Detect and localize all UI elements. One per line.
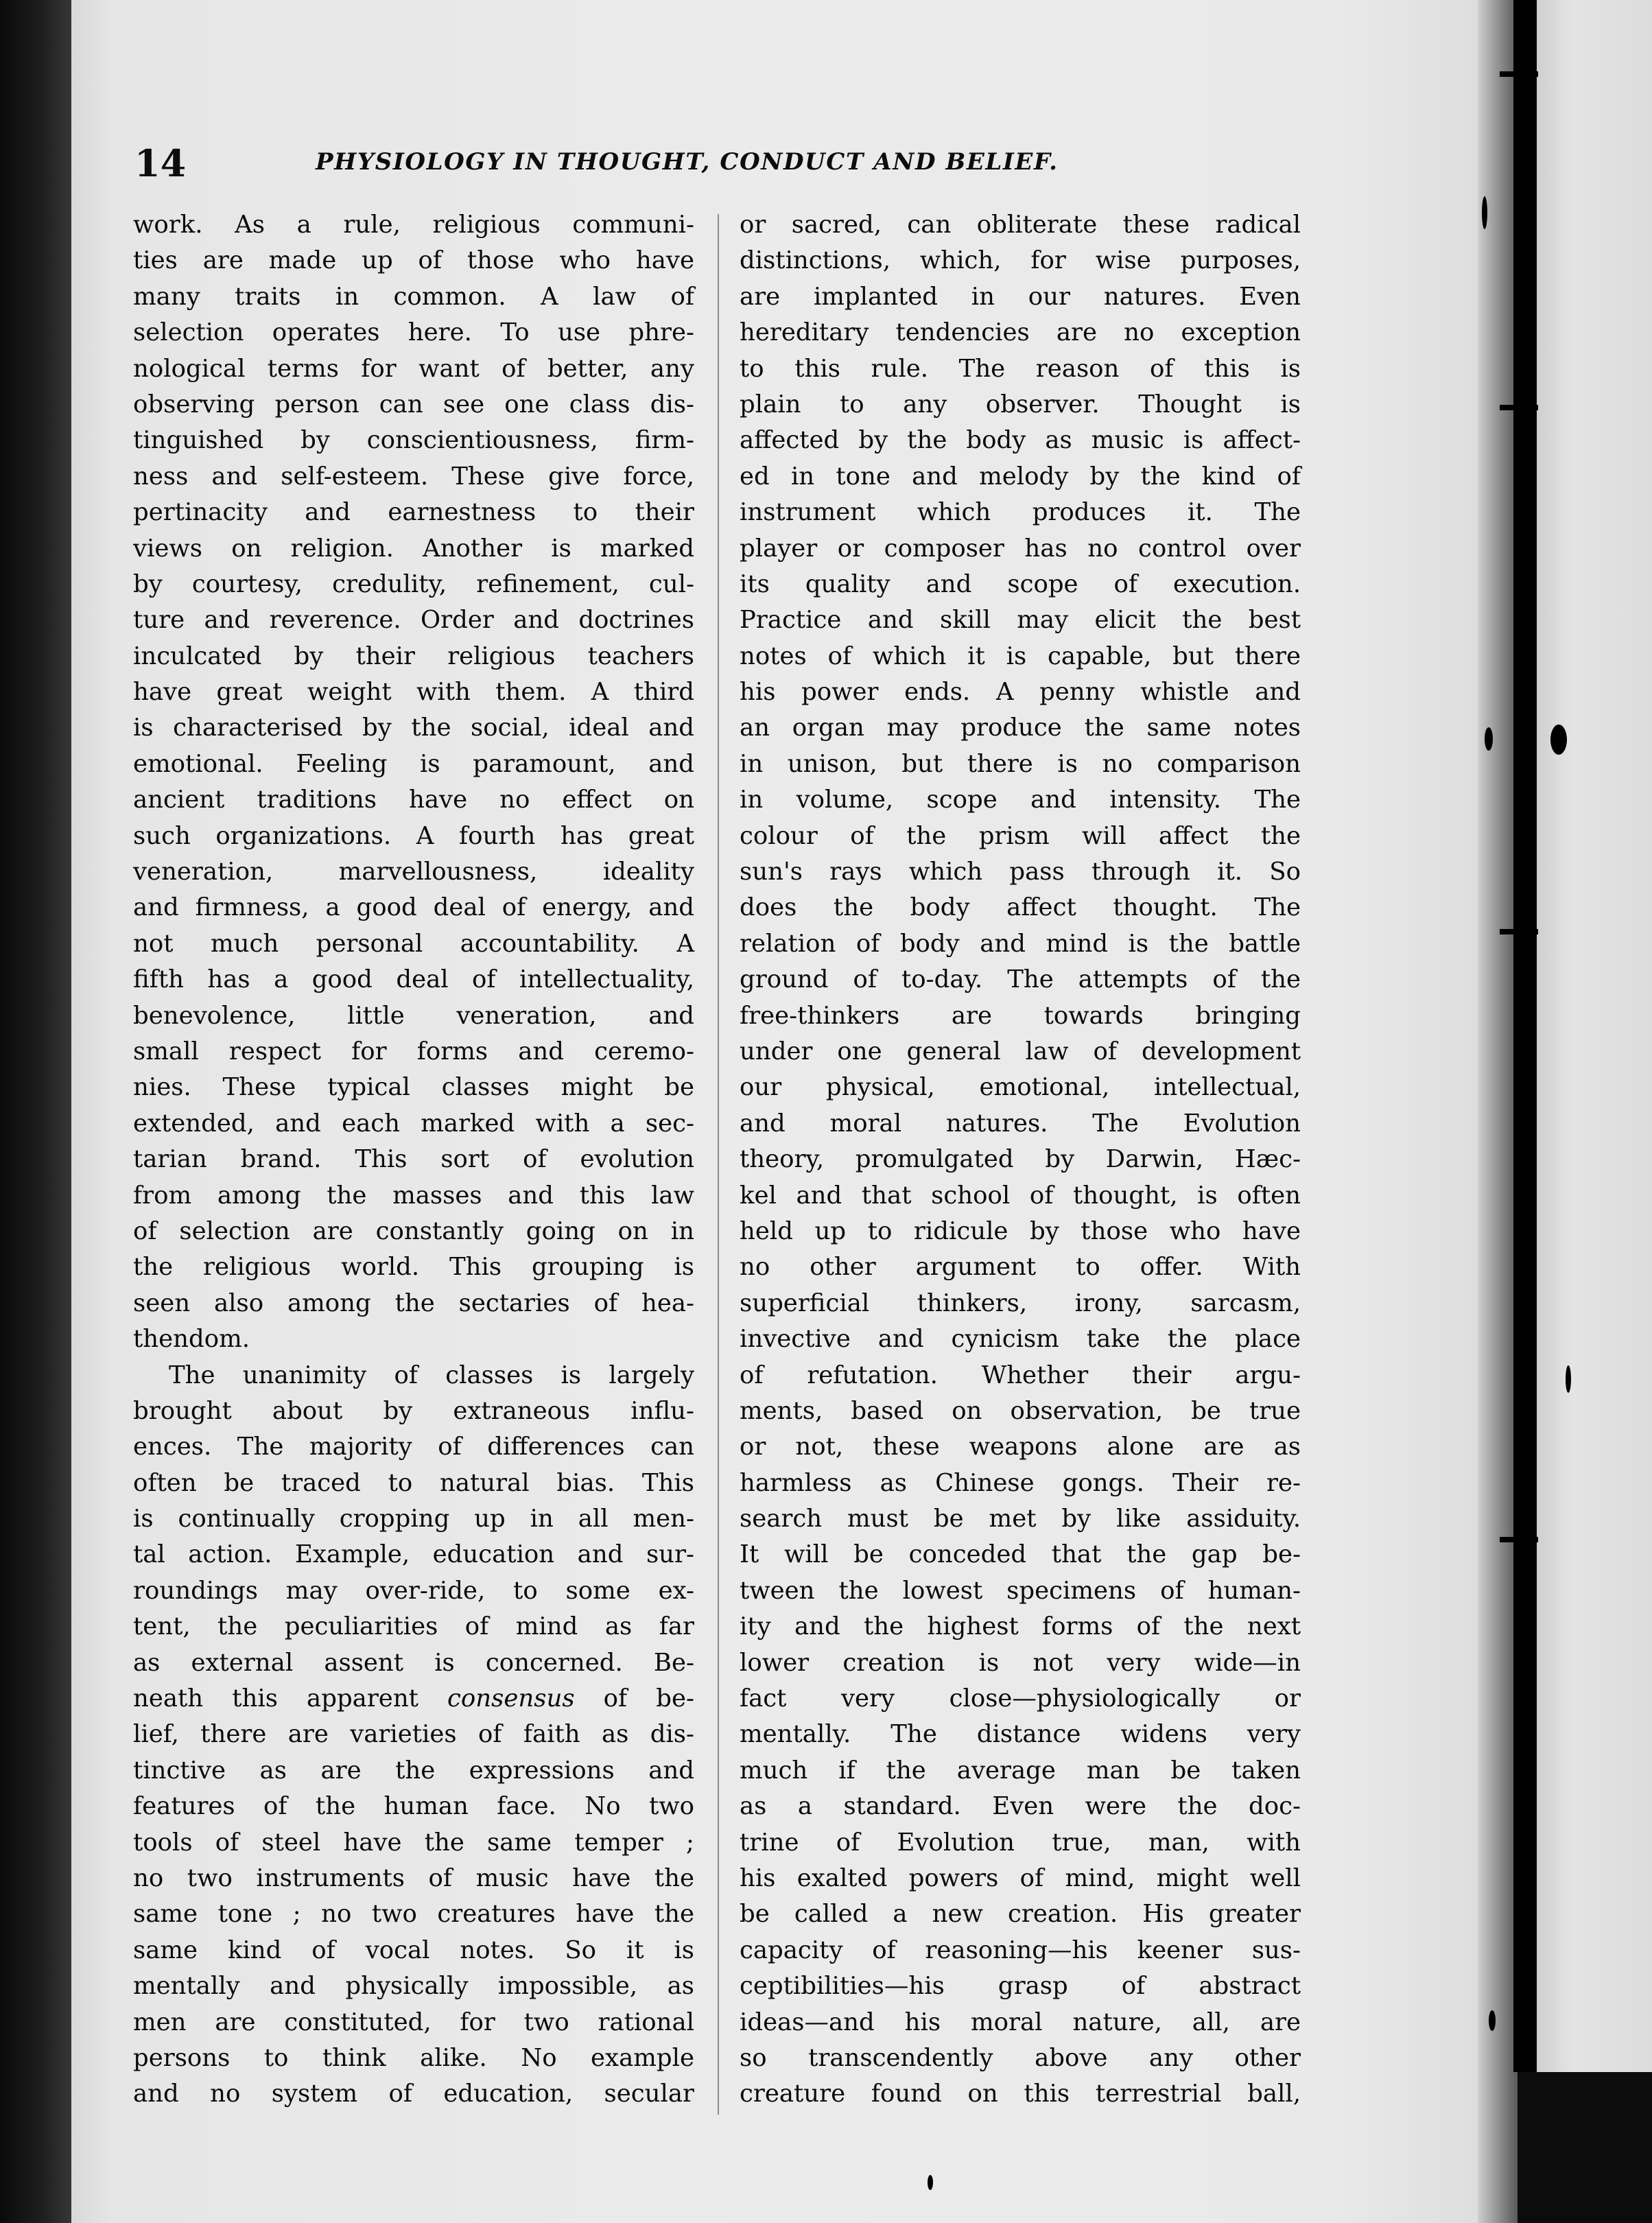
text-line: player or composer has no control over (740, 534, 1301, 563)
running-head: PHYSIOLOGY IN THOUGHT, CONDUCT AND BELIEF. (316, 148, 1059, 176)
text-line: an organ may produce the same notes (740, 714, 1301, 742)
binding-stitch (1500, 929, 1538, 934)
text-line: tal action. Example, education and sur- (133, 1540, 694, 1569)
text-line: small respect for forms and ceremo- (133, 1037, 694, 1066)
text-line: search must be met by like assiduity. (740, 1505, 1301, 1533)
text-line: selection operates here. To use phre- (133, 318, 694, 347)
text-line: the religious world. This grouping is (133, 1253, 694, 1282)
text-line: to this rule. The reason of this is (740, 354, 1301, 383)
text-line: pertinacity and earnestness to their (133, 498, 694, 527)
text-segment: neath this apparent (133, 1684, 448, 1713)
text-line: tent, the peculiarities of mind as far (133, 1612, 694, 1641)
text-line: ments, based on observation, be true (740, 1396, 1301, 1425)
text-line: does the body affect thought. The (740, 893, 1301, 922)
text-line: lower creation is not very wide—in (740, 1648, 1301, 1677)
text-line: inculcated by their religious teachers (133, 642, 694, 670)
text-line: kel and that school of thought, is often (740, 1181, 1301, 1210)
text-line: and moral natures. The Evolution (740, 1109, 1301, 1138)
text-line: much if the average man be taken (740, 1756, 1301, 1785)
text-line: invective and cynicism take the place (740, 1325, 1301, 1354)
text-line: theory, promulgated by Darwin, Hæc- (740, 1145, 1301, 1174)
left-text-column (133, 207, 694, 2113)
text-line: nological terms for want of better, any (133, 354, 694, 383)
text-line: have great weight with them. A third (133, 678, 694, 707)
text-line: distinctions, which, for wise purposes, (740, 246, 1301, 275)
text-line: affected by the body as music is affect- (740, 426, 1301, 455)
ink-blot (1485, 727, 1493, 751)
text-line: ties are made up of those who have (133, 246, 694, 275)
text-line: under one general law of development (740, 1037, 1301, 1066)
text-line: extended, and each marked with a sec- (133, 1109, 694, 1138)
text-line: same tone ; no two creatures have the (133, 1900, 694, 1929)
text-line: same kind of vocal notes. So it is (133, 1936, 694, 1964)
right-text-column (740, 207, 1301, 2113)
text-line: observing person can see one class dis- (133, 390, 694, 419)
text-line: plain to any observer. Thought is (740, 390, 1301, 419)
text-line: ideas—and his moral nature, all, are (740, 2008, 1301, 2036)
text-line: men are constituted, for two rational (133, 2008, 694, 2036)
text-line: brought about by extraneous influ- (133, 1396, 694, 1425)
text-line: persons to think alike. No example (133, 2043, 694, 2072)
binding-stitch (1500, 71, 1538, 77)
text-line: no two instruments of music have the (133, 1863, 694, 1892)
text-line: emotional. Feeling is paramount, and (133, 749, 694, 778)
text-line: The unanimity of classes is largely (169, 1361, 694, 1389)
text-line: tinctive as are the expressions and (133, 1756, 694, 1785)
text-line: ancient traditions have no effect on (133, 786, 694, 814)
text-line: its quality and scope of execution. (740, 569, 1301, 598)
text-line: tween the lowest specimens of human- (740, 1576, 1301, 1605)
text-line: so transcendently above any other (740, 2043, 1301, 2072)
page-number: 14 (134, 141, 187, 185)
text-line: many traits in common. A law of (133, 282, 694, 311)
text-line: held up to ridicule by those who have (740, 1216, 1301, 1245)
text-line: mentally. The distance widens very (740, 1720, 1301, 1749)
text-line: sun's rays which pass through it. So (740, 858, 1301, 886)
ink-blot (1482, 196, 1487, 229)
text-line: in volume, scope and intensity. The (740, 786, 1301, 814)
text-line: are implanted in our natures. Even (740, 282, 1301, 311)
text-line: is continually cropping up in all men- (133, 1505, 694, 1533)
text-line: free-thinkers are towards bringing (740, 1001, 1301, 1030)
text-line: roundings may over-ride, to some ex- (133, 1576, 694, 1605)
text-line: work. As a rule, religious communi- (133, 211, 694, 239)
ink-blot (1489, 2010, 1496, 2031)
facing-page-edge (1537, 0, 1652, 2223)
text-line: tarian brand. This sort of evolution (133, 1145, 694, 1174)
text-line: capacity of reasoning—his keener sus- (740, 1936, 1301, 1964)
text-line: fact very close—physiologically or (740, 1684, 1301, 1713)
text-line: hereditary tendencies are no exception (740, 318, 1301, 347)
text-line: ground of to-day. The attempts of the (740, 965, 1301, 994)
text-line: often be traced to natural bias. This (133, 1468, 694, 1497)
page-header (134, 141, 1301, 189)
text-line: mentally and physically impossible, as (133, 1972, 694, 2001)
text-line: is characterised by the social, ideal and (133, 714, 694, 742)
text-line: ness and self-esteem. These give force, (133, 462, 694, 491)
text-line: fifth has a good deal of intellectuality, (133, 965, 694, 994)
text-line: of selection are constantly going on in (133, 1216, 694, 1245)
text-line: benevolence, little veneration, and (133, 1001, 694, 1030)
text-line: Practice and skill may elicit the best (740, 606, 1301, 635)
text-line: lief, there are varieties of faith as dis- (133, 1720, 694, 1749)
text-line: no other argument to offer. With (740, 1253, 1301, 1282)
italic-term: consensus (447, 1684, 575, 1713)
text-line: or sacred, can obliterate these radical (740, 211, 1301, 239)
binding-stitch (1500, 1537, 1538, 1542)
ink-blot (1566, 1365, 1571, 1393)
text-line: his power ends. A penny whistle and (740, 678, 1301, 707)
text-line: instrument which produces it. The (740, 498, 1301, 527)
text-line: relation of body and mind is the battle (740, 929, 1301, 958)
text-line: as external assent is concerned. Be- (133, 1648, 694, 1677)
text-line: trine of Evolution true, man, with (740, 1828, 1301, 1857)
text-line: as a standard. Even were the doc- (740, 1792, 1301, 1821)
ink-blot (1550, 725, 1567, 755)
text-line: and firmness, a good deal of energy, and (133, 893, 694, 922)
text-line: creature found on this terrestrial ball, (740, 2080, 1301, 2108)
text-line: superficial thinkers, irony, sarcasm, (740, 1289, 1301, 1317)
text-line: in unison, but there is no comparison (740, 749, 1301, 778)
text-line: features of the human face. No two (133, 1792, 694, 1821)
binding-thread (1513, 0, 1524, 2072)
text-line: nies. These typical classes might be (133, 1073, 694, 1102)
text-line: of refutation. Whether their argu- (740, 1361, 1301, 1389)
scanner-bed-shadow (1518, 2072, 1652, 2223)
text-line: our physical, emotional, intellectual, (740, 1073, 1301, 1102)
text-line: from among the masses and this law (133, 1181, 694, 1210)
text-line: seen also among the sectaries of hea- (133, 1289, 694, 1317)
text-line: veneration, marvellousness, ideality (133, 858, 694, 886)
text-line: ceptibilities—his grasp of abstract (740, 1972, 1301, 2001)
text-line: such organizations. A fourth has great (133, 821, 694, 850)
text-line: not much personal accountability. A (133, 929, 694, 958)
ink-blot (928, 2175, 933, 2190)
text-segment: of be- (574, 1684, 694, 1713)
text-line: notes of which it is capable, but there (740, 642, 1301, 670)
text-line: ity and the highest forms of the next (740, 1612, 1301, 1641)
text-line: tools of steel have the same temper ; (133, 1828, 694, 1857)
text-line: by courtesy, credulity, refinement, cul- (133, 569, 694, 598)
text-line: thendom. (133, 1325, 250, 1354)
text-line: ences. The majority of differences can (133, 1433, 694, 1461)
text-line: be called a new creation. His greater (740, 1900, 1301, 1929)
text-line: his exalted powers of mind, might well (740, 1863, 1301, 1892)
binding-stitch (1500, 405, 1538, 410)
text-line: colour of the prism will affect the (740, 821, 1301, 850)
text-line: or not, these weapons alone are as (740, 1433, 1301, 1461)
text-line: It will be conceded that the gap be- (740, 1540, 1301, 1569)
text-line: tinguished by conscientiousness, firm- (133, 426, 694, 455)
page-fold-shadow (1478, 0, 1518, 2223)
column-rule (718, 214, 719, 2115)
text-line: ed in tone and melody by the kind of (740, 462, 1301, 491)
left-page-shadow (0, 0, 75, 2223)
text-line: views on religion. Another is marked (133, 534, 694, 563)
text-line: ture and reverence. Order and doctrines (133, 606, 694, 635)
text-line (133, 1681, 694, 1717)
text-line: harmless as Chinese gongs. Their re- (740, 1468, 1301, 1497)
text-line: and no system of education, secular (133, 2080, 694, 2108)
